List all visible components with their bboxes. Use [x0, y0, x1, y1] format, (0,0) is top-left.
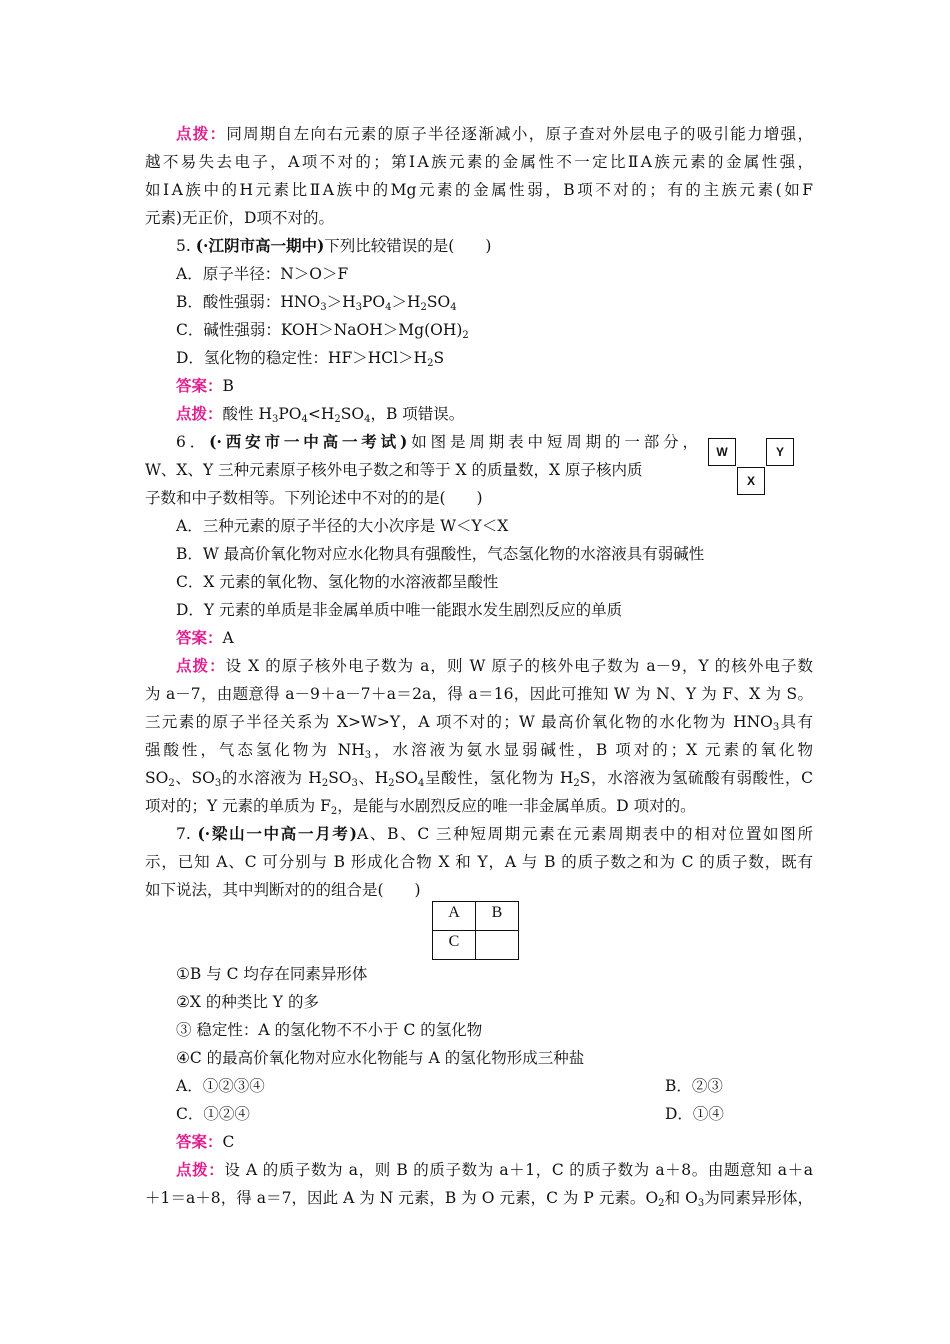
prev-hint-line-2: 越不易失去电子，A项不对的；第ⅠA族元素的金属性不一定比ⅡA族元素的金属性强，: [145, 153, 813, 171]
q6-answer: 答案：A: [176, 628, 234, 647]
q6-option-d: D．Y 元素的单质是非金属单质中唯一能跟水发生剧烈反应的单质: [176, 601, 623, 619]
q7-statement-3: ③ 稳定性：A 的氢化物不不小于 C 的氢化物: [176, 1021, 483, 1039]
table-cell-empty: [476, 931, 519, 960]
q6-stem-2: W、X、Y 三种元素原子核外电子数之和等于 X 的质量数，X 原子核内质: [145, 461, 643, 479]
q7-option-b: B．②③: [665, 1077, 723, 1095]
q5-option-b: B．酸性强弱：$HNO_3>H_3PO_4>H_2SO_4$: [176, 293, 457, 313]
q7-stem-3: 如下说法，其中判断对的的组合是( ): [145, 881, 421, 899]
q6-hint-3: 三元素的原子半径关系为 X>W>Y，A 项不对的；W 最高价氧化物的水化物为 $HNO_3$具有: [145, 713, 813, 733]
cell-x: X: [737, 467, 765, 495]
q7-option-row-2: [176, 1103, 844, 1125]
q7-answer: 答案：C: [176, 1132, 235, 1151]
q5-answer: 答案：B: [176, 376, 234, 395]
q6-hint-2: 为 a－7，由题意得 a－9＋a－7＋a＝2a，得 a＝16，因此可推知 W 为 N、Y 为 F、X 为 S。: [145, 685, 813, 703]
hint-label: 点拨：: [176, 124, 227, 143]
element-position-table: [432, 901, 519, 960]
q5-option-c: C．碱性强弱：$KOH>NaOH>Mg(OH)_2$: [176, 321, 469, 341]
q7-statement-4: ④C 的最高价氧化物对应水化物能与 A 的氢化物形成三种盐: [176, 1049, 585, 1067]
q7-option-c: C．①②④: [176, 1105, 250, 1123]
table-cell-c: C: [433, 931, 476, 960]
q7-hint-1: 点拨：设 A 的质子数为 a，则 B 的质子数为 a＋1，C 的质子数为 a＋8。由题意知 a＋a: [176, 1160, 813, 1179]
q5-option-d: D．氢化物的稳定性：$HF>HCl>H_2S$: [176, 349, 445, 369]
table-cell-b: B: [476, 902, 519, 931]
q6-hint-1: 点拨：设 X 的原子核外电子数为 a，则 W 原子的核外电子数为 a－9，Y 的核外电子数: [176, 656, 813, 675]
q5-source: (·江阴市高一期中): [195, 236, 325, 255]
q7-source: (·梁山一中高一月考): [197, 824, 357, 843]
q6-option-a: A．三种元素的原子半径的大小次序是 W＜Y＜X: [176, 517, 509, 535]
periodic-table-fragment: [706, 435, 796, 495]
prev-hint-line-3: 如ⅠA族中的H元素比ⅡA族中的Mg元素的金属性弱，B项不对的；有的主族元素(如F: [145, 181, 813, 199]
q6-hint-4: 强酸性，气态氢化物为 $NH_3$，水溶液为氨水显弱碱性，B 项对的；X 元素的氧化物: [145, 741, 813, 761]
q5-hint: 点拨：酸性 $H_3PO_4<H_2SO_4$，B 项错误。: [176, 404, 465, 425]
table-cell-a: A: [433, 902, 476, 931]
cell-y: Y: [766, 438, 794, 466]
q7-option-a: A．①②③④: [176, 1077, 265, 1095]
q7-option-row-1: [176, 1075, 844, 1097]
q7-statement-1: ①B 与 C 均存在同素异形体: [176, 965, 368, 983]
q5-stem: 5. (·江阴市高一期中)下列比较错误的是( ): [176, 236, 492, 255]
q7-option-d: D．①④: [665, 1105, 724, 1123]
q6-source: (·西安市一中高一考试): [209, 432, 408, 451]
q6-option-c: C．X 元素的氧化物、氢化物的水溶液都呈酸性: [176, 573, 499, 591]
cell-w: W: [708, 438, 736, 466]
q6-stem-1: 6．(·西安市一中高一考试)如图是周期表中短周期的一部分，: [176, 432, 698, 451]
q7-hint-2: ＋1＝a＋8，得 a＝7，因此 A 为 N 元素，B 为 O 元素，C 为 P 元素。$O_2$和 $O_3$为同素异形体，: [145, 1189, 813, 1209]
q6-hint-5: $SO_2$、$SO_3$的水溶液为 $H_2SO_3$、$H_2SO_4$呈酸性，氢化物为 $H_2S$，水溶液为氢硫酸有弱酸性，C: [145, 769, 813, 789]
q6-stem-3: 子数和中子数相等。下列论述中不对的的是( ): [145, 489, 483, 507]
q5-option-a: A．原子半径：N＞O＞F: [176, 265, 349, 283]
prev-hint-line-1: 点拨：同周期自左向右元素的原子半径逐渐减小，原子查对外层电子的吸引能力增强，: [176, 124, 813, 143]
q7-stem-1: 7. (·梁山一中高一月考)A、B、C 三种短周期元素在元素周期表中的相对位置如图所: [176, 824, 813, 843]
q6-hint-6: 项对的；Y 元素的单质为 $F_2$，是能与水剧烈反应的唯一非金属单质。D 项对的。: [145, 797, 696, 817]
q7-statement-2: ②X 的种类比 Y 的多: [176, 993, 319, 1011]
q6-option-b: B．W 最高价氧化物对应水化物具有强酸性，气态氢化物的水溶液具有弱碱性: [176, 545, 705, 563]
prev-hint-line-4: 元素)无正价，D项不对的。: [145, 209, 334, 227]
q7-stem-2: 示，已知 A、C 可分别与 B 形成化合物 X 和 Y，A 与 B 的质子数之和为 C 的质子数，既有: [145, 853, 813, 871]
